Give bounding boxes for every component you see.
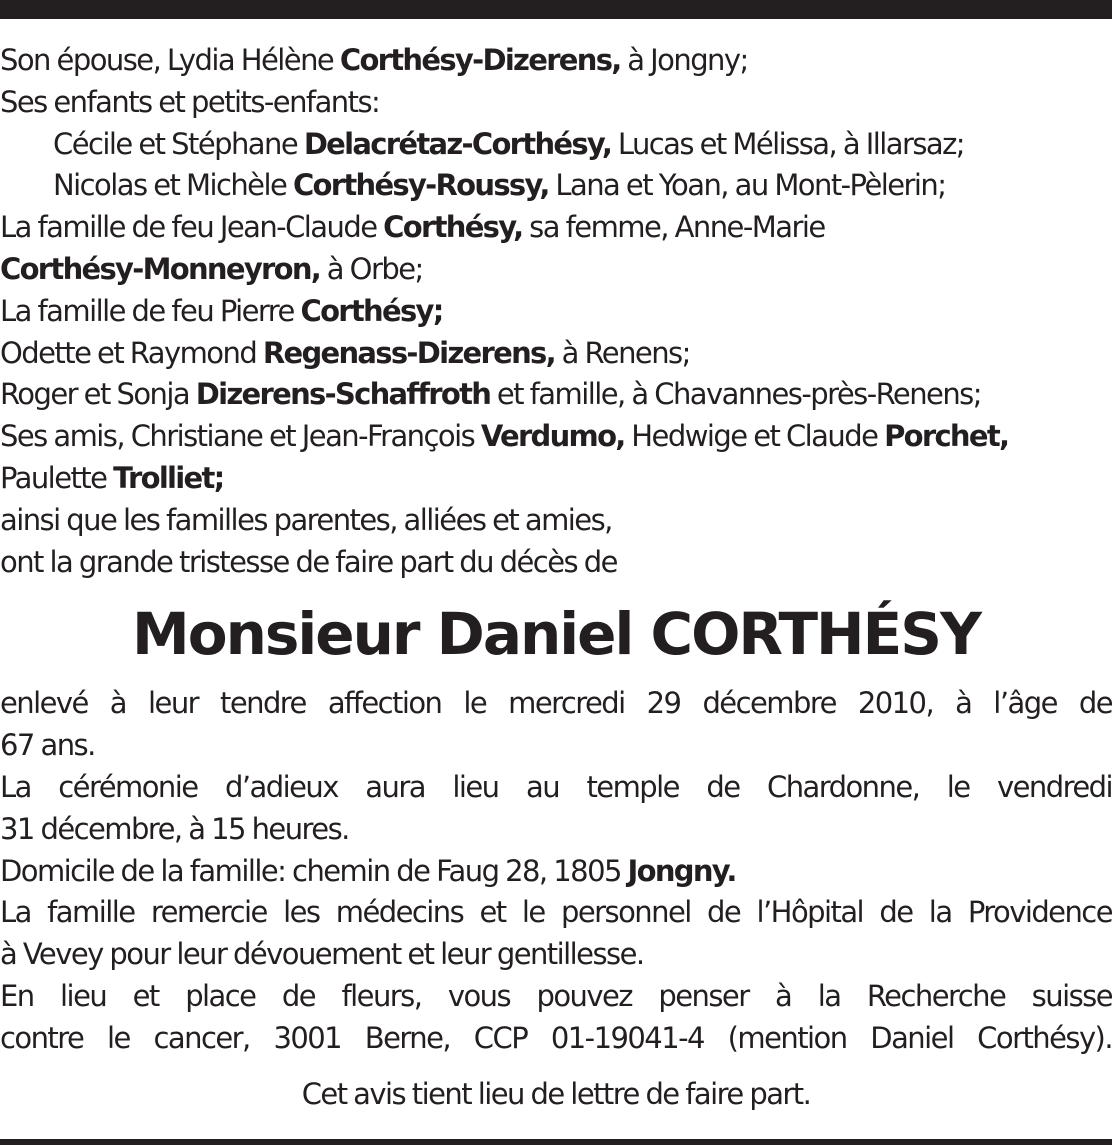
family-line bbox=[0, 291, 1112, 333]
bold-name: Corthésy-Roussy, bbox=[292, 168, 549, 203]
text-run: à Orbe; bbox=[320, 251, 423, 286]
text-run: ainsi que les familles parentes, alliées et amies, bbox=[0, 502, 612, 537]
details-line bbox=[0, 851, 1112, 893]
bold-name: Jongny. bbox=[627, 853, 736, 888]
bold-name: Corthésy-Dizerens, bbox=[339, 43, 621, 77]
text-run: Ses enfants et petits-enfants: bbox=[0, 84, 380, 119]
family-line bbox=[0, 124, 1112, 166]
text-run: Domicile de la famille: chemin de Faug 28, 1805 bbox=[0, 853, 628, 888]
family-line bbox=[0, 82, 1112, 124]
details-line bbox=[0, 1018, 1112, 1060]
text-run: ont la grande tristesse de faire part du décès de bbox=[0, 544, 617, 579]
text-run: Ses amis, Christiane et Jean-François bbox=[0, 419, 481, 454]
family-line bbox=[0, 416, 1112, 458]
bold-name: Regenass-Dizerens, bbox=[262, 335, 555, 370]
details-line bbox=[0, 934, 1112, 976]
family-line bbox=[0, 500, 1112, 542]
bold-name: Corthésy; bbox=[300, 293, 443, 328]
family-line bbox=[0, 249, 1112, 291]
notice-details bbox=[0, 683, 1112, 1059]
bold-name: Corthésy-Monneyron, bbox=[0, 251, 321, 286]
text-run: Odette et Raymond bbox=[0, 335, 263, 370]
text-run: Lucas et Mélissa, à Illarsaz; bbox=[611, 126, 965, 161]
text-run: à Vevey pour leur dévouement et leur gentillesse. bbox=[0, 937, 644, 972]
text-run: sa femme, Anne-Marie bbox=[522, 210, 825, 245]
text-run: La famille remercie les médecins et le personnel de l’Hôpital de la Providence bbox=[0, 895, 1112, 930]
family-line bbox=[0, 374, 1112, 416]
family-line bbox=[0, 207, 1112, 249]
text-run: 67 ans. bbox=[0, 728, 95, 763]
family-list bbox=[0, 40, 1112, 583]
deceased-name: Monsieur Daniel CORTHÉSY bbox=[132, 600, 980, 669]
closing-line: Cet avis tient lieu de lettre de faire part. bbox=[301, 1076, 811, 1111]
text-run: En lieu et place de fleurs, vous pouvez penser à la Recherche suisse bbox=[0, 978, 1112, 1013]
text-run: La cérémonie d’adieux aura lieu au temple de Chardonne, le vendredi bbox=[0, 769, 1112, 804]
top-rule bbox=[0, 0, 1112, 19]
bold-name: Porchet, bbox=[884, 419, 1009, 454]
family-line bbox=[0, 458, 1112, 500]
text-run: Hedwige et Claude bbox=[624, 419, 885, 454]
family-line bbox=[0, 542, 1112, 584]
text-run: Lana et Yoan, au Mont-Pèlerin; bbox=[548, 168, 946, 203]
text-run: à Jongny; bbox=[620, 43, 748, 77]
text-run: contre le cancer, 3001 Berne, CCP 01-19041-4 (mention Daniel Corthésy). bbox=[0, 1020, 1112, 1055]
details-line bbox=[0, 892, 1112, 934]
details-line bbox=[0, 725, 1112, 767]
bottom-rule bbox=[0, 1139, 1112, 1145]
bold-name: Dizerens-Schaffroth bbox=[195, 377, 491, 412]
death-notice bbox=[0, 40, 1112, 1115]
text-run: et famille, à Chavannes-près-Renens; bbox=[490, 377, 981, 412]
text-run: Paulette bbox=[0, 460, 114, 495]
details-line bbox=[0, 809, 1112, 851]
details-line bbox=[0, 767, 1112, 809]
text-run: Nicolas et Michèle bbox=[53, 168, 293, 203]
family-line bbox=[0, 333, 1112, 375]
bold-name: Delacrétaz-Corthésy, bbox=[303, 126, 612, 161]
family-line bbox=[0, 165, 1112, 207]
details-line bbox=[0, 683, 1112, 725]
bold-name: Corthésy, bbox=[383, 210, 523, 245]
text-run: Son épouse, Lydia Hélène bbox=[0, 43, 340, 77]
text-run: Roger et Sonja bbox=[0, 377, 196, 412]
text-run: La famille de feu Jean-Claude bbox=[0, 210, 384, 245]
family-line bbox=[0, 40, 1112, 82]
bold-name: Trolliet; bbox=[113, 460, 224, 495]
text-run: 31 décembre, à 15 heures. bbox=[0, 811, 349, 846]
details-line bbox=[0, 976, 1112, 1018]
bold-name: Verdumo, bbox=[480, 419, 625, 454]
text-run: à Renens; bbox=[554, 335, 690, 370]
text-run: La famille de feu Pierre bbox=[0, 293, 301, 328]
text-run: Cécile et Stéphane bbox=[53, 126, 304, 161]
text-run: enlevé à leur tendre affection le mercredi 29 décembre 2010, à l’âge de bbox=[0, 686, 1112, 721]
